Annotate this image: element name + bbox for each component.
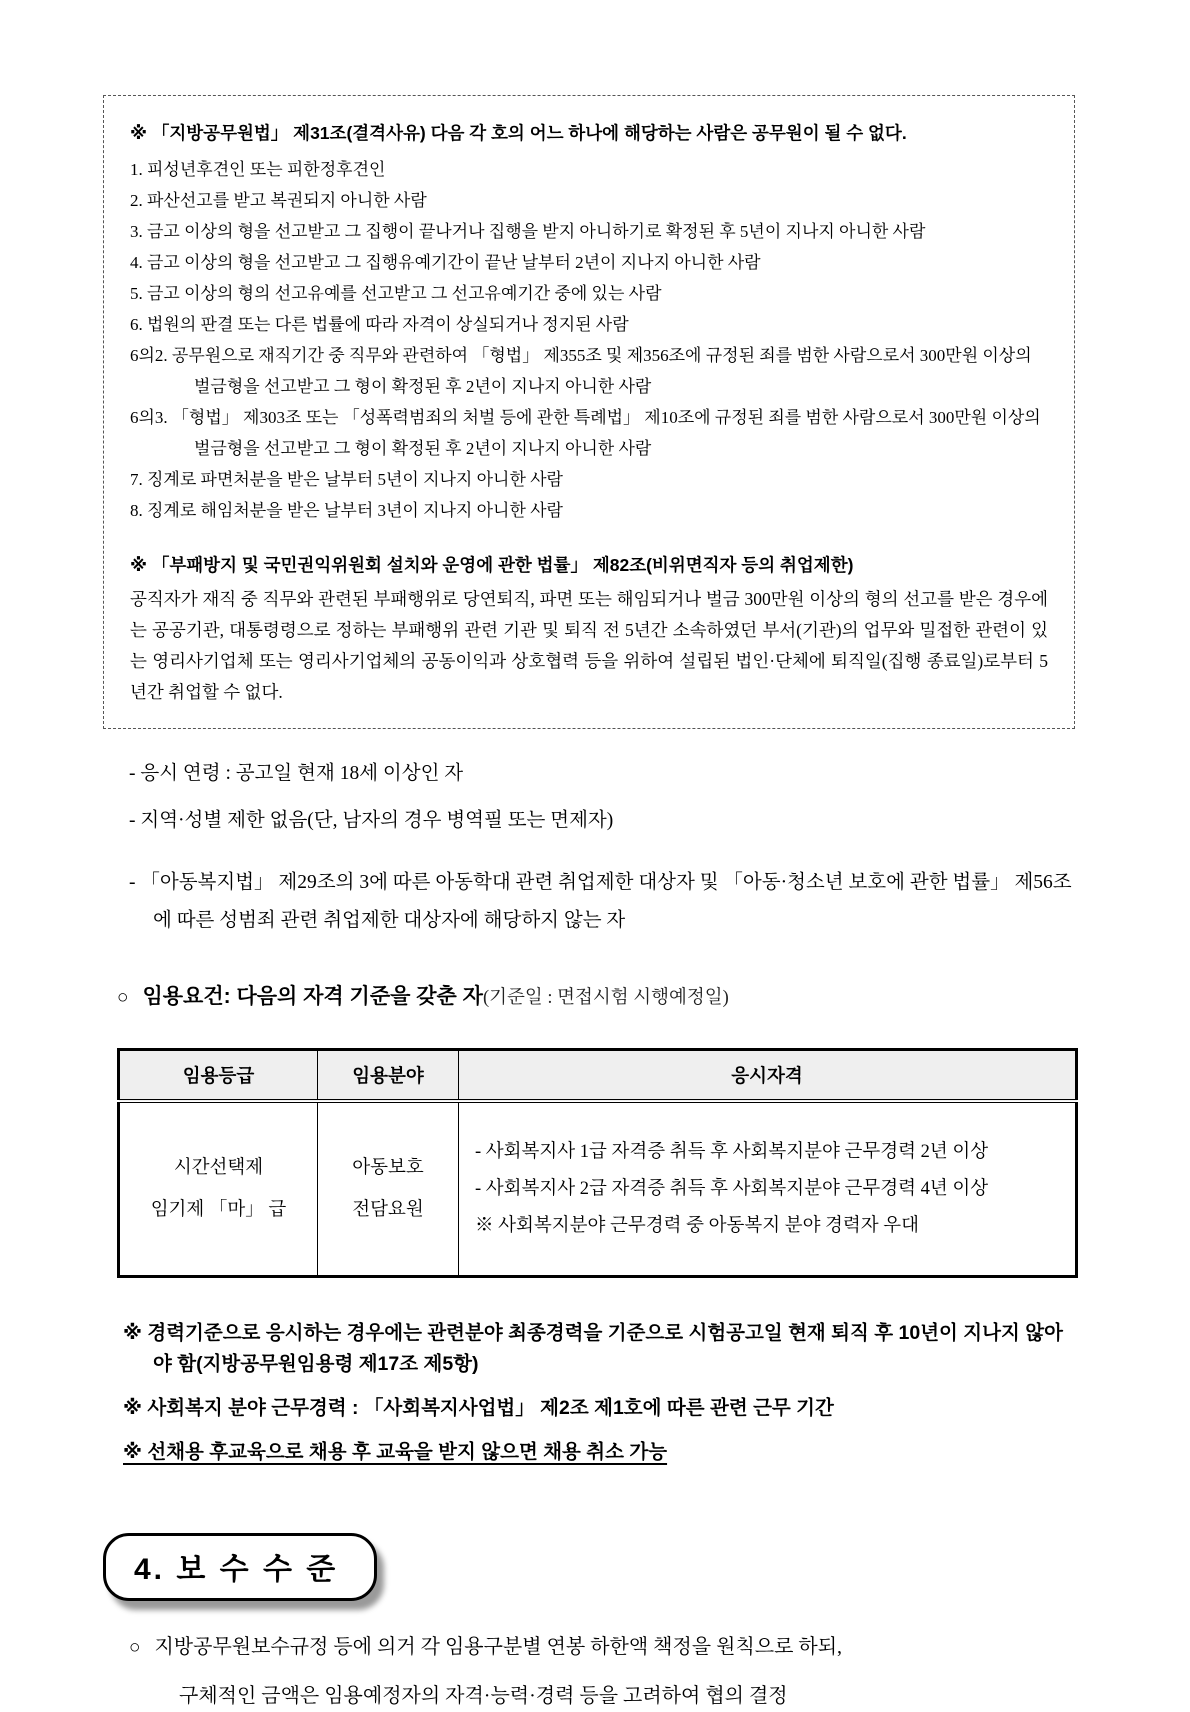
qualification-heading-note: (기준일 : 면접시험 시행예정일) bbox=[482, 988, 729, 1008]
note-item-underlined: ※ 선채용 후교육으로 채용 후 교육을 받지 않으면 채용 취소 가능 bbox=[123, 1441, 668, 1463]
note-item: ※ 경력기준으로 응시하는 경우에는 관련분야 최종경력을 기준으로 시험공고일 현재 퇴직 후 10년이 지나지 않아야 함(지방공무원임용령 제17조 제5항) bbox=[123, 1322, 1063, 1375]
grade-line: 임기제 「마」 급 bbox=[150, 1200, 287, 1220]
header-grade: 임용등급 bbox=[119, 1050, 318, 1102]
qualification-heading bbox=[117, 980, 1075, 1014]
qualification-line: ※ 사회복지분야 근무경력 중 아동복지 분야 경력자 우대 bbox=[475, 1215, 920, 1236]
header-qualification: 응시자격 bbox=[459, 1050, 1077, 1102]
pay-paragraph bbox=[129, 1631, 1075, 1712]
law31-item: 4. 금고 이상의 형을 선고받고 그 집행유예기간이 끝난 날부터 2년이 지나지 아니한 사람 bbox=[130, 253, 761, 272]
pay-line: 구체적인 금액은 임용예정자의 자격·능력·경력 등을 고려하여 협의 결정 bbox=[179, 1685, 788, 1707]
law82-block bbox=[130, 550, 1048, 708]
cell-grade bbox=[119, 1101, 318, 1277]
law31-item: 2. 파산선고를 받고 복권되지 아니한 사람 bbox=[130, 191, 427, 210]
law31-item: 3. 금고 이상의 형을 선고받고 그 집행이 끝나거나 집행을 받지 아니하기로 확정된 후 5년이 지나지 아니한 사람 bbox=[130, 222, 926, 241]
law31-item: 5. 금고 이상의 형의 선고유예를 선고받고 그 선고유예기간 중에 있는 사람 bbox=[130, 284, 662, 303]
cell-field bbox=[318, 1101, 459, 1277]
legal-notice-box bbox=[103, 95, 1075, 729]
field-line: 전담요원 bbox=[352, 1200, 424, 1220]
circle-bullet-icon: ○ bbox=[117, 987, 129, 1008]
requirement-item: - 응시 연령 : 공고일 현재 18세 이상인 자 bbox=[129, 763, 464, 784]
field-line: 아동보호 bbox=[352, 1158, 424, 1178]
law31-item: 7. 징계로 파면처분을 받은 날부터 5년이 지나지 아니한 사람 bbox=[130, 470, 563, 489]
law82-body: 공직자가 재직 중 직무와 관련된 부패행위로 당연퇴직, 파면 또는 해임되거나 벌금 300만원 이상의 형의 선고를 받은 경우에는 공공기관, 대통령령으로 정하는 부패행위 관련 기관 및 퇴직 전 5년간 소속하였던 부서(기관)의 업무와 밀접한 관련이 있는 영리사기업체 또는 영리사기업체의 공동이익과 상호협력 등을 위하여 설립된 법인·단체에 퇴직일(집행 종료일)로부터 5년간 취업할 수 없다. bbox=[130, 589, 1048, 702]
law31-title: ※ 「지방공무원법」 제31조(결격사유) 다음 각 호의 어느 하나에 해당하는 사람은 공무원이 될 수 없다. bbox=[130, 123, 907, 143]
law31-item: 8. 징계로 해임처분을 받은 날부터 3년이 지나지 아니한 사람 bbox=[130, 501, 563, 520]
qualification-heading-text: 임용요건: 다음의 자격 기준을 갖춘 자 bbox=[142, 985, 483, 1008]
note-list bbox=[123, 1318, 1075, 1468]
law82-title: ※ 「부패방지 및 국민권익위원회 설치와 운영에 관한 법률」 제82조(비위면직자 등의 취업제한) bbox=[130, 555, 854, 575]
table-row bbox=[119, 1101, 1077, 1277]
section-badge: 4. 보 수 수 준 bbox=[103, 1533, 377, 1601]
qualification-line: - 사회복지사 2급 자격증 취득 후 사회복지분야 근무경력 4년 이상 bbox=[475, 1178, 989, 1199]
table-header-row bbox=[119, 1050, 1077, 1102]
grade-line: 시간선택제 bbox=[173, 1158, 264, 1178]
circle-bullet-icon: ○ bbox=[129, 1637, 141, 1658]
note-item: ※ 사회복지 분야 근무경력 : 「사회복지사업법」 제2조 제1호에 따른 관련 근무 기간 bbox=[123, 1397, 834, 1419]
pay-line bbox=[129, 1631, 1075, 1664]
qualification-table bbox=[117, 1048, 1078, 1278]
law31-item: 6의3. 「형법」 제303조 또는 「성폭력범죄의 처벌 등에 관한 특례법」 제10조에 규정된 죄를 범한 사람으로서 300만원 이상의 벌금형을 선고받고 그 형이 확정된 후 2년이 지나지 아니한 사람 bbox=[130, 408, 1041, 458]
law31-item: 1. 피성년후견인 또는 피한정후견인 bbox=[130, 160, 386, 179]
requirement-list bbox=[129, 759, 1075, 940]
law31-item: 6. 법원의 판결 또는 다른 법률에 따라 자격이 상실되거나 정지된 사람 bbox=[130, 315, 629, 334]
pay-line-text: 지방공무원보수규정 등에 의거 각 임용구분별 연봉 하한액 책정을 원칙으로 하되, bbox=[154, 1636, 843, 1658]
qualification-line: - 사회복지사 1급 자격증 취득 후 사회복지분야 근무경력 2년 이상 bbox=[475, 1141, 989, 1162]
law31-item: 6의2. 공무원으로 재직기간 중 직무와 관련하여 「형법」 제355조 및 제356조에 규정된 죄를 범한 사람으로서 300만원 이상의 벌금형을 선고받고 그 형이 확정된 후 2년이 지나지 아니한 사람 bbox=[130, 346, 1032, 396]
cell-qualification bbox=[459, 1101, 1077, 1277]
requirement-item: - 지역·성별 제한 없음(단, 남자의 경우 병역필 또는 면제자) bbox=[129, 810, 614, 831]
header-field: 임용분야 bbox=[318, 1050, 459, 1102]
requirement-item: - 「아동복지법」 제29조의 3에 따른 아동학대 관련 취업제한 대상자 및 「아동·청소년 보호에 관한 법률」 제56조에 따른 성범죄 관련 취업제한 대상자에 해당하지 않는 자 bbox=[129, 872, 1072, 931]
